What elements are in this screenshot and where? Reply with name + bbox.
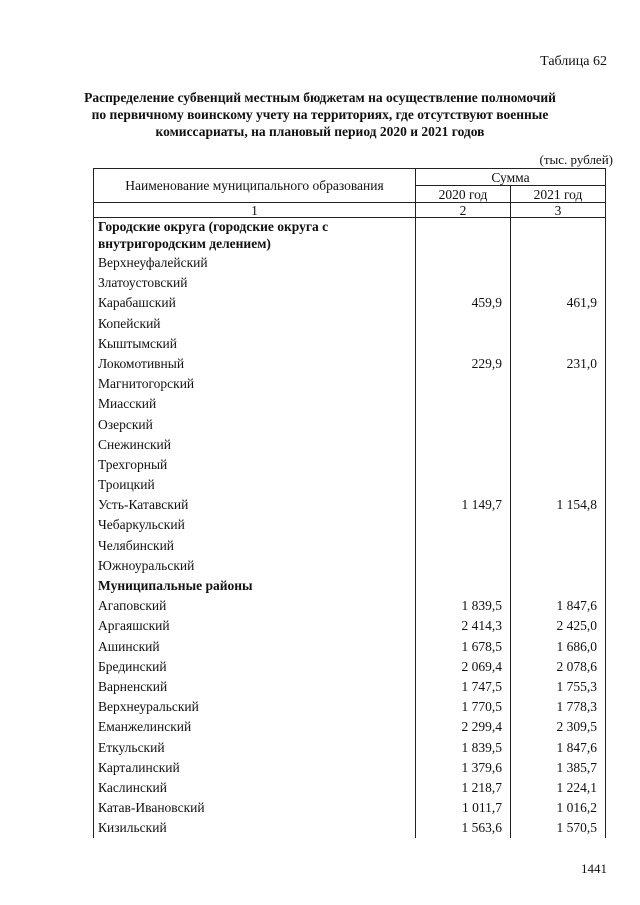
table-row xyxy=(94,374,606,394)
column-header-2021: 2021 год xyxy=(511,186,606,203)
value-2021 xyxy=(511,334,606,354)
value-2020 xyxy=(416,374,511,394)
table-row xyxy=(94,354,606,374)
value-2020 xyxy=(416,314,511,334)
value-2020: 1 839,5 xyxy=(416,738,511,758)
value-2020: 229,9 xyxy=(416,354,511,374)
table-row xyxy=(94,778,606,798)
value-2020: 1 770,5 xyxy=(416,697,511,717)
value-2021 xyxy=(511,253,606,273)
municipality-name: Локомотивный xyxy=(94,354,416,374)
municipality-name: Снежинский xyxy=(94,435,416,455)
column-header-name: Наименование муниципального образования xyxy=(94,169,416,203)
value-2021 xyxy=(511,455,606,475)
value-2021: 1 570,5 xyxy=(511,818,606,838)
table-row xyxy=(94,314,606,334)
table-row xyxy=(94,536,606,556)
value-2021: 1 755,3 xyxy=(511,677,606,697)
value-2021 xyxy=(511,394,606,414)
municipality-name: Агаповский xyxy=(94,596,416,616)
table-row xyxy=(94,515,606,535)
table-row xyxy=(94,415,606,435)
municipality-name: Карталинский xyxy=(94,758,416,778)
value-2021: 1 385,7 xyxy=(511,758,606,778)
value-2020: 1 149,7 xyxy=(416,495,511,515)
municipality-name: Аргаяшский xyxy=(94,616,416,636)
value-2021 xyxy=(511,475,606,495)
units-label: (тыс. рублей) xyxy=(539,152,613,167)
value-2021: 2 425,0 xyxy=(511,616,606,636)
table-row xyxy=(94,657,606,677)
column-index-2: 2 xyxy=(416,203,511,218)
value-2020 xyxy=(416,253,511,273)
section-row xyxy=(94,576,606,596)
municipality-name: Верхнеуральский xyxy=(94,697,416,717)
table-row xyxy=(94,697,606,717)
value-2020 xyxy=(416,218,511,254)
value-2021 xyxy=(511,515,606,535)
table-label: Таблица 62 xyxy=(540,54,607,69)
value-2020 xyxy=(416,455,511,475)
value-2021: 231,0 xyxy=(511,354,606,374)
value-2020 xyxy=(416,576,511,596)
municipality-name: Городские округа (городские округа с внутригородским делением) xyxy=(94,218,416,254)
value-2021 xyxy=(511,576,606,596)
value-2020 xyxy=(416,435,511,455)
table-row xyxy=(94,253,606,273)
value-2020 xyxy=(416,515,511,535)
value-2020: 2 069,4 xyxy=(416,657,511,677)
value-2020: 459,9 xyxy=(416,293,511,313)
table-row xyxy=(94,334,606,354)
value-2021 xyxy=(511,556,606,576)
table-row xyxy=(94,677,606,697)
value-2020: 1 563,6 xyxy=(416,818,511,838)
value-2021: 1 224,1 xyxy=(511,778,606,798)
table-row xyxy=(94,455,606,475)
value-2020: 1 747,5 xyxy=(416,677,511,697)
value-2021 xyxy=(511,374,606,394)
value-2020: 2 299,4 xyxy=(416,717,511,737)
table-row xyxy=(94,798,606,818)
value-2021: 1 686,0 xyxy=(511,637,606,657)
subvention-table xyxy=(93,168,606,838)
municipality-name: Каслинский xyxy=(94,778,416,798)
value-2021 xyxy=(511,218,606,254)
municipality-name: Муниципальные районы xyxy=(94,576,416,596)
municipality-name: Катав-Ивановский xyxy=(94,798,416,818)
table-row xyxy=(94,818,606,838)
table-row xyxy=(94,738,606,758)
table-row xyxy=(94,475,606,495)
value-2020 xyxy=(416,475,511,495)
municipality-name: Южноуральский xyxy=(94,556,416,576)
table-row xyxy=(94,717,606,737)
municipality-name: Еткульский xyxy=(94,738,416,758)
value-2020 xyxy=(416,415,511,435)
page-number: 1441 xyxy=(581,861,607,876)
municipality-name: Усть-Катавский xyxy=(94,495,416,515)
value-2020: 1 011,7 xyxy=(416,798,511,818)
table-row xyxy=(94,495,606,515)
value-2021: 461,9 xyxy=(511,293,606,313)
municipality-name: Брединский xyxy=(94,657,416,677)
municipality-name: Трехгорный xyxy=(94,455,416,475)
value-2020: 2 414,3 xyxy=(416,616,511,636)
value-2021 xyxy=(511,314,606,334)
document-title: Распределение субвенций местным бюджетам на осуществление полномочий по первичному воинскому учету на территориях, где отсутствуют военные комиссариаты, на плановый период 2020 и 2021 годов xyxy=(84,90,556,139)
value-2021: 1 778,3 xyxy=(511,697,606,717)
value-2021: 1 847,6 xyxy=(511,596,606,616)
municipality-name: Копейский xyxy=(94,314,416,334)
column-index-3: 3 xyxy=(511,203,606,218)
municipality-name: Чебаркульский xyxy=(94,515,416,535)
table-row xyxy=(94,394,606,414)
value-2020 xyxy=(416,536,511,556)
column-header-2020: 2020 год xyxy=(416,186,511,203)
municipality-name: Златоустовский xyxy=(94,273,416,293)
municipality-name: Озерский xyxy=(94,415,416,435)
value-2020: 1 678,5 xyxy=(416,637,511,657)
table-row xyxy=(94,556,606,576)
municipality-name: Кыштымский xyxy=(94,334,416,354)
value-2020 xyxy=(416,556,511,576)
municipality-name: Кизильский xyxy=(94,818,416,838)
municipality-name: Челябинский xyxy=(94,536,416,556)
value-2020 xyxy=(416,273,511,293)
value-2021: 2 309,5 xyxy=(511,717,606,737)
value-2021 xyxy=(511,435,606,455)
value-2021 xyxy=(511,273,606,293)
table-row xyxy=(94,616,606,636)
value-2020 xyxy=(416,334,511,354)
value-2021: 1 154,8 xyxy=(511,495,606,515)
value-2021: 1 016,2 xyxy=(511,798,606,818)
municipality-name: Карабашский xyxy=(94,293,416,313)
municipality-name: Магнитогорский xyxy=(94,374,416,394)
value-2020 xyxy=(416,394,511,414)
value-2021 xyxy=(511,536,606,556)
municipality-name: Верхнеуфалейский xyxy=(94,253,416,273)
table-row xyxy=(94,273,606,293)
table-row xyxy=(94,435,606,455)
table-header xyxy=(94,169,606,218)
value-2020: 1 218,7 xyxy=(416,778,511,798)
municipality-name: Еманжелинский xyxy=(94,717,416,737)
value-2020: 1 839,5 xyxy=(416,596,511,616)
table-row xyxy=(94,293,606,313)
municipality-name: Варненский xyxy=(94,677,416,697)
municipality-name: Троицкий xyxy=(94,475,416,495)
value-2021: 1 847,6 xyxy=(511,738,606,758)
value-2020: 1 379,6 xyxy=(416,758,511,778)
municipality-name: Ашинский xyxy=(94,637,416,657)
value-2021: 2 078,6 xyxy=(511,657,606,677)
column-header-sum: Сумма xyxy=(416,169,606,186)
table-row xyxy=(94,758,606,778)
table-row xyxy=(94,637,606,657)
column-index-1: 1 xyxy=(94,203,416,218)
table-body xyxy=(94,218,606,839)
section-row xyxy=(94,218,606,254)
table-row xyxy=(94,596,606,616)
municipality-name: Миасский xyxy=(94,394,416,414)
value-2021 xyxy=(511,415,606,435)
